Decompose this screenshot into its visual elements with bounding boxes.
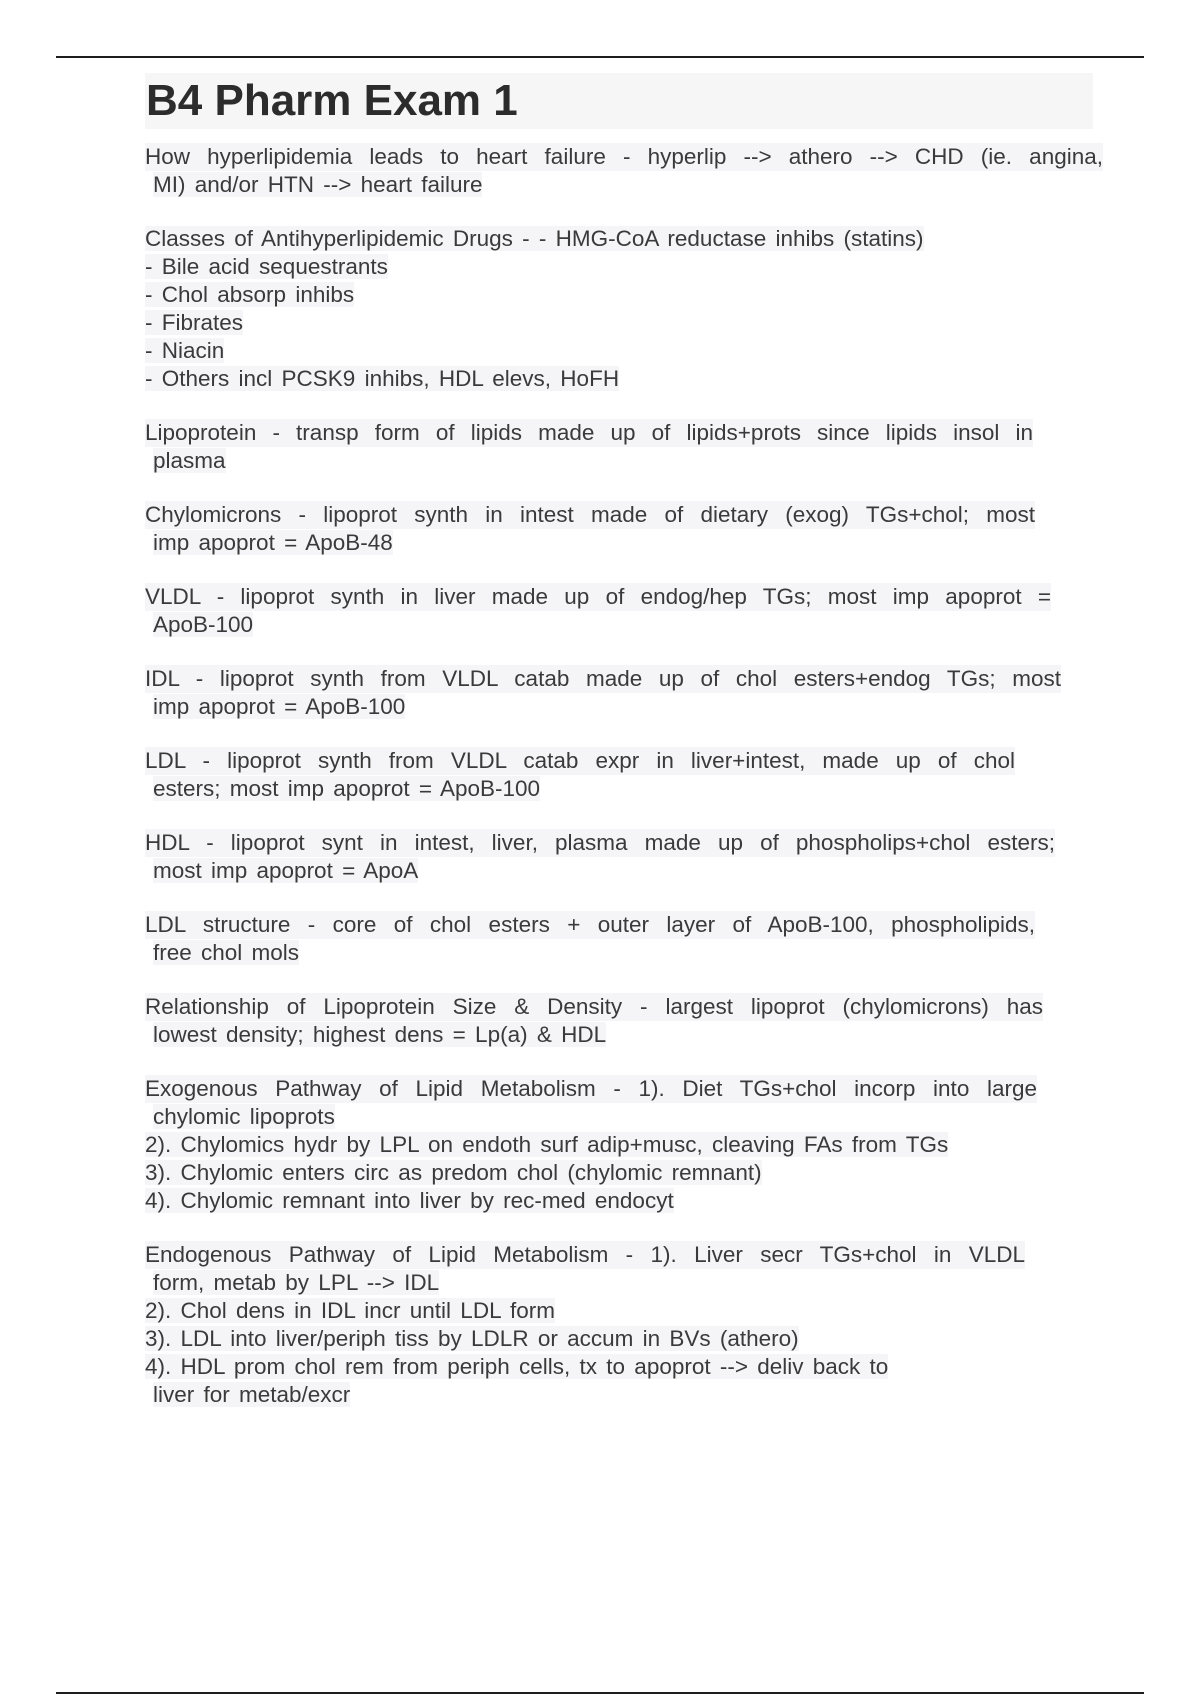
entry-line-text: plasma — [153, 448, 226, 473]
entry-line-text: Lipoprotein - transp form of lipids made up of lipids+prots since lipids insol in — [145, 420, 1033, 445]
entry-line — [145, 775, 1105, 803]
flashcard-entry — [145, 993, 1105, 1049]
entry-line-text: imp apoprot = ApoB-100 — [153, 694, 406, 719]
entry-line-text: 4). HDL prom chol rem from periph cells, tx to apoprot --> deliv back to — [145, 1354, 889, 1379]
entry-line — [145, 225, 1105, 253]
entry-line-text: How hyperlipidemia leads to heart failure - hyperlip --> athero --> CHD (ie. angina, — [145, 144, 1103, 169]
entry-line-text: esters; most imp apoprot = ApoB-100 — [153, 776, 541, 801]
entry-line — [145, 1021, 1105, 1049]
entry-line-text: chylomic lipoprots — [153, 1104, 335, 1129]
entry-line-text: MI) and/or HTN --> heart failure — [153, 172, 483, 197]
flashcard-entry — [145, 419, 1105, 475]
entry-line-text: liver for metab/excr — [153, 1382, 351, 1407]
entry-line — [145, 1269, 1105, 1297]
entry-line — [145, 337, 1105, 365]
flashcard-entry — [145, 501, 1105, 557]
entry-line-text: Chylomicrons - lipoprot synth in intest made of dietary (exog) TGs+chol; most — [145, 502, 1035, 527]
entry-line — [145, 993, 1105, 1021]
top-rule — [56, 56, 1144, 58]
entry-line — [145, 419, 1105, 447]
entry-line — [145, 939, 1105, 967]
entry-line-text: 2). Chol dens in IDL incr until LDL form — [145, 1298, 555, 1323]
entry-line — [145, 171, 1105, 199]
entry-line — [145, 281, 1105, 309]
entry-line-text: Exogenous Pathway of Lipid Metabolism - 1). Diet TGs+chol incorp into large — [145, 1076, 1037, 1101]
entry-line — [145, 309, 1105, 337]
entry-line-text: lowest density; highest dens = Lp(a) & HDL — [153, 1022, 607, 1047]
entry-line — [145, 911, 1105, 939]
document-page — [145, 73, 1105, 1435]
flashcard-list — [145, 143, 1105, 1409]
entry-line — [145, 1075, 1105, 1103]
flashcard-entry — [145, 143, 1105, 199]
entry-line-text: - Bile acid sequestrants — [145, 254, 388, 279]
bottom-rule — [56, 1692, 1144, 1694]
entry-line-text: most imp apoprot = ApoA — [153, 858, 419, 883]
entry-line — [145, 1381, 1105, 1409]
entry-line — [145, 747, 1105, 775]
entry-line-text: 3). Chylomic enters circ as predom chol (chylomic remnant) — [145, 1160, 762, 1185]
entry-line-text: - Others incl PCSK9 inhibs, HDL elevs, HoFH — [145, 366, 620, 391]
entry-line — [145, 665, 1105, 693]
title-band — [145, 73, 1093, 129]
flashcard-entry — [145, 829, 1105, 885]
entry-line-text: 4). Chylomic remnant into liver by rec-med endocyt — [145, 1188, 674, 1213]
entry-line — [145, 1353, 1105, 1381]
entry-line — [145, 1187, 1105, 1215]
entry-line-text: - Niacin — [145, 338, 225, 363]
entry-line — [145, 583, 1105, 611]
entry-line — [145, 1297, 1105, 1325]
entry-line-text: 3). LDL into liver/periph tiss by LDLR or accum in BVs (athero) — [145, 1326, 799, 1351]
entry-line-text: Classes of Antihyperlipidemic Drugs - - HMG-CoA reductase inhibs (statins) — [145, 226, 924, 251]
entry-line — [145, 501, 1105, 529]
page-title: B4 Pharm Exam 1 — [146, 76, 518, 125]
entry-line — [145, 143, 1105, 171]
entry-line — [145, 1131, 1105, 1159]
entry-line-text: imp apoprot = ApoB-48 — [153, 530, 393, 555]
flashcard-entry — [145, 225, 1105, 393]
entry-line — [145, 829, 1105, 857]
entry-line-text: free chol mols — [153, 940, 300, 965]
entry-line-text: - Fibrates — [145, 310, 244, 335]
entry-line — [145, 529, 1105, 557]
flashcard-entry — [145, 911, 1105, 967]
flashcard-entry — [145, 747, 1105, 803]
entry-line-text: LDL - lipoprot synth from VLDL catab expr in liver+intest, made up of chol — [145, 748, 1015, 773]
entry-line-text: IDL - lipoprot synth from VLDL catab made up of chol esters+endog TGs; most — [145, 666, 1061, 691]
flashcard-entry — [145, 1241, 1105, 1409]
entry-line-text: Endogenous Pathway of Lipid Metabolism - 1). Liver secr TGs+chol in VLDL — [145, 1242, 1025, 1267]
entry-line — [145, 253, 1105, 281]
flashcard-entry — [145, 1075, 1105, 1215]
entry-line — [145, 447, 1105, 475]
entry-line-text: LDL structure - core of chol esters + outer layer of ApoB-100, phospholipids, — [145, 912, 1035, 937]
entry-line-text: 2). Chylomics hydr by LPL on endoth surf adip+musc, cleaving FAs from TGs — [145, 1132, 949, 1157]
entry-line — [145, 365, 1105, 393]
entry-line — [145, 1325, 1105, 1353]
entry-line — [145, 1159, 1105, 1187]
entry-line — [145, 1241, 1105, 1269]
entry-line — [145, 693, 1105, 721]
entry-line — [145, 1103, 1105, 1131]
entry-line — [145, 857, 1105, 885]
flashcard-entry — [145, 583, 1105, 639]
entry-line-text: HDL - lipoprot synt in intest, liver, plasma made up of phospholips+chol esters; — [145, 830, 1055, 855]
entry-line-text: - Chol absorp inhibs — [145, 282, 355, 307]
entry-line-text: Relationship of Lipoprotein Size & Density - largest lipoprot (chylomicrons) has — [145, 994, 1043, 1019]
entry-line-text: ApoB-100 — [153, 612, 254, 637]
entry-line-text: VLDL - lipoprot synth in liver made up of endog/hep TGs; most imp apoprot = — [145, 584, 1051, 609]
flashcard-entry — [145, 665, 1105, 721]
entry-line-text: form, metab by LPL --> IDL — [153, 1270, 440, 1295]
entry-line — [145, 611, 1105, 639]
